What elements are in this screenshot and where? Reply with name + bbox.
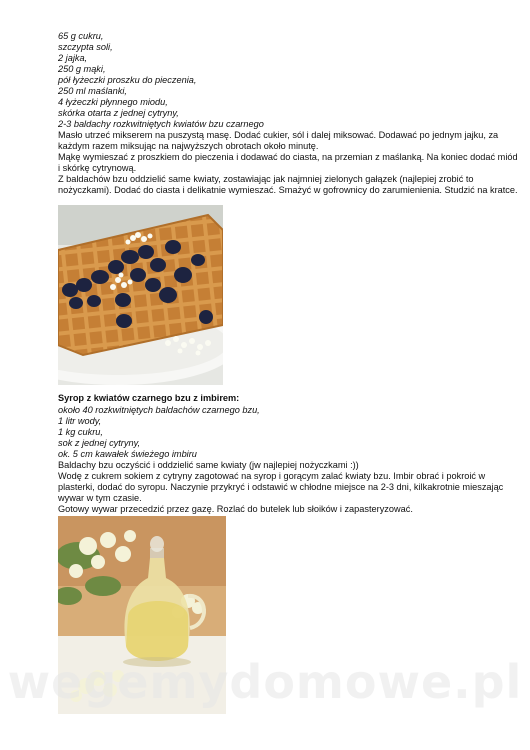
ingredient-line: ok. 5 cm kawałek świeżego imbiru <box>58 449 197 460</box>
method-paragraph: Mąkę wymieszać z proszkiem do pieczenia i dodawać do ciasta, na przemian z maślanką. Na koniec dodać miód i skórkę cytrynową. <box>58 152 518 174</box>
ingredient-line: skórka otarta z jednej cytryny, <box>58 108 179 119</box>
ingredient-line: 2-3 baldachy rozkwitniętych kwiatów bzu czarnego <box>58 119 264 130</box>
ingredient-line: 250 g mąki, <box>58 64 106 75</box>
method-paragraph: Masło utrzeć mikserem na puszystą masę. Dodać cukier, sól i dalej miksować. Dodawać po jednym jajku, za każdym razem miksując na najwyższych obrotach około minutę. <box>58 130 499 152</box>
ingredient-line: 2 jajka, <box>58 53 88 64</box>
method-paragraph: Wodę z cukrem sokiem z cytryny zagotować na syrop i gorącym zalać kwiaty bzu. Imbir obrać i pokroić w plasterki, dodać do syropu. Naczynie przykryć i odstawić w chłodne miejsce na 2-3 dni, kilkakrotnie mieszając wywar w tym czasie. <box>58 471 504 504</box>
syrup-method <box>58 460 520 515</box>
waffle-ingredients-list <box>58 31 520 130</box>
ingredient-line: pół łyżeczki proszku do pieczenia, <box>58 75 197 86</box>
syrup-recipe-title: Syrop z kwiatów czarnego bzu z imbirem: <box>58 393 240 403</box>
ingredient-line: szczypta soli, <box>58 42 113 53</box>
ingredient-line: 65 g cukru, <box>58 31 104 41</box>
ingredient-line: 250 ml maślanki, <box>58 86 127 97</box>
ingredient-line: 1 kg cukru, <box>58 427 103 438</box>
site-watermark: wegemydomowe.pl <box>7 655 523 709</box>
method-paragraph: Z baldachów bzu oddzielić same kwiaty, zostawiając jak najmniej zielonych gałązek (najlepiej zrobić to nożyczkami). Dodać do ciasta i delikatnie wymieszać. Smażyć w gofrownicy do zarumienienia. Studzić na kratce. <box>58 174 518 196</box>
method-paragraph: Gotowy wywar przecedzić przez gazę. Rozlać do butelek lub słoików i zapasteryzować. <box>58 504 413 515</box>
ingredient-line: około 40 rozkwitniętych baldachów czarnego bzu, <box>58 405 260 415</box>
ingredient-line: 1 litr wody, <box>58 416 102 427</box>
syrup-ingredients-list <box>58 405 520 460</box>
ingredient-line: 4 łyżeczki płynnego miodu, <box>58 97 168 108</box>
method-paragraph: Baldachy bzu oczyścić i oddzielić same kwiaty (jw najlepiej nożyczkami :)) <box>58 460 359 470</box>
waffle-photo <box>58 205 223 385</box>
waffle-method <box>58 130 520 196</box>
ingredient-line: sok z jednej cytryny, <box>58 438 141 449</box>
